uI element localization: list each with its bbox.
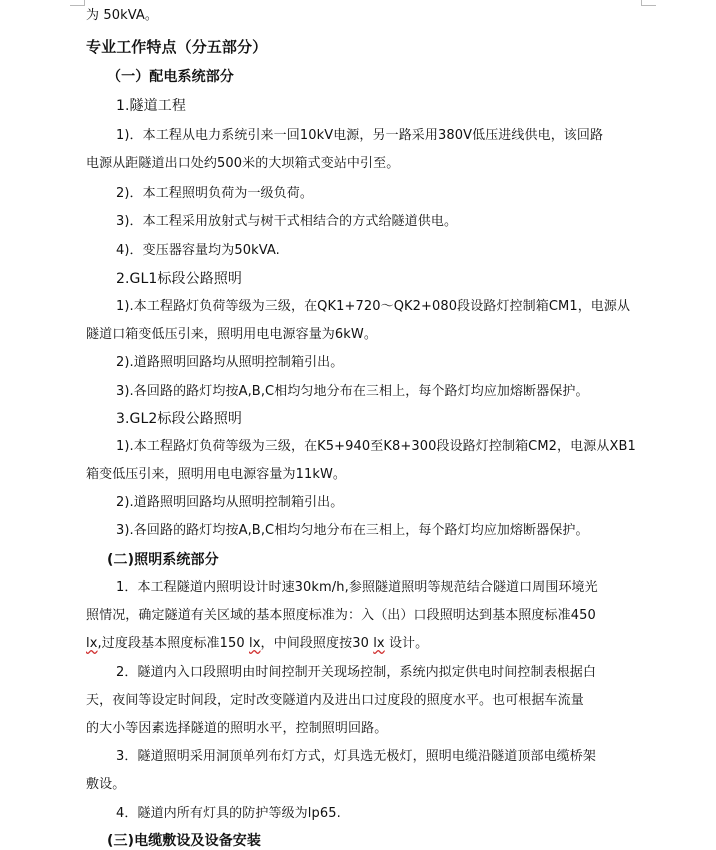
text-run: ,过度段基本照度标准150 bbox=[97, 636, 249, 651]
subsection-heading: （一）配电系统部分 bbox=[107, 69, 234, 85]
paragraph-line: 2)．本工程照明负荷为一级负荷。 bbox=[116, 186, 313, 201]
item-heading: 3.GL2标段公路照明 bbox=[116, 411, 243, 427]
paragraph-line: 1).本工程路灯负荷等级为三级，在QK1+720～QK2+080段设路灯控制箱CM1，电源从 bbox=[116, 299, 631, 314]
paragraph-line: 4．隧道内所有灯具的防护等级为lp65. bbox=[116, 806, 341, 821]
text-run: 设计。 bbox=[384, 636, 429, 651]
paragraph-line: 照情况，确定隧道有关区域的基本照度标准为：入（出）口段照明达到基本照度标准450 bbox=[86, 608, 596, 623]
paragraph-line: 1).本工程路灯负荷等级为三级，在K5+940至K8+300段设路灯控制箱CM2，电源从XB1 bbox=[116, 439, 636, 454]
paragraph-line: 2).道路照明回路均从照明控制箱引出。 bbox=[116, 495, 344, 510]
text-line: 为 50kVA。 bbox=[86, 8, 158, 23]
paragraph-line: 箱变低压引来，照明用电电源容量为11kW。 bbox=[86, 467, 347, 482]
paragraph-line: 3).各回路的路灯均按A,B,C相均匀地分布在三相上，每个路灯均应加熔断器保护。 bbox=[116, 523, 589, 538]
item-heading: 2.GL1标段公路照明 bbox=[116, 271, 243, 287]
page-corner-mark bbox=[70, 0, 85, 6]
spellcheck-flag: lx bbox=[373, 636, 385, 651]
paragraph-line: 3)．本工程采用放射式与树干式相结合的方式给隧道供电。 bbox=[116, 214, 458, 229]
paragraph-line: 敷设。 bbox=[86, 777, 126, 792]
paragraph-line: 4)．变压器容量均为50kVA. bbox=[116, 243, 280, 258]
paragraph-line bbox=[86, 635, 428, 653]
paragraph-line: 3).各回路的路灯均按A,B,C相均匀地分布在三相上，每个路灯均应加熔断器保护。 bbox=[116, 384, 589, 399]
text-run: ，中间段照度按30 bbox=[260, 636, 374, 651]
paragraph-line: 天，夜间等设定时间段，定时改变隧道内及进出口过度段的照度水平。也可根据车流量 bbox=[86, 693, 584, 708]
paragraph-line: 隧道口箱变低压引来，照明用电电源容量为6kW。 bbox=[86, 327, 377, 342]
paragraph-line: 电源从距隧道出口处约500米的大坝箱式变站中引至。 bbox=[86, 156, 400, 171]
subsection-heading: (二)照明系统部分 bbox=[107, 552, 219, 568]
paragraph-line: 3．隧道照明采用洞顶单列布灯方式，灯具选无极灯，照明电缆沿隧道顶部电缆桥架 bbox=[116, 749, 596, 764]
paragraph-line: 的大小等因素选择隧道的照明水平，控制照明回路。 bbox=[86, 721, 388, 736]
paragraph-line: 1)．本工程从电力系统引来一回10kV电源，另一路采用380V低压进线供电，该回路 bbox=[116, 128, 604, 143]
section-heading: 专业工作特点（分五部分） bbox=[86, 38, 268, 56]
page-corner-mark bbox=[641, 0, 656, 6]
paragraph-line: 2．隧道内入口段照明由时间控制开关现场控制，系统内拟定供电时间控制表根据白 bbox=[116, 665, 596, 680]
subsection-heading: (三)电缆敷设及设备安装 bbox=[107, 833, 261, 849]
spellcheck-flag: lx bbox=[249, 636, 261, 651]
spellcheck-flag: lx bbox=[86, 636, 98, 651]
paragraph-line: 2).道路照明回路均从照明控制箱引出。 bbox=[116, 355, 344, 370]
item-heading: 1.隧道工程 bbox=[116, 98, 186, 114]
paragraph-line: 1．本工程隧道内照明设计时速30km/h,参照隧道照明等规范结合隧道口周围环境光 bbox=[116, 580, 598, 595]
